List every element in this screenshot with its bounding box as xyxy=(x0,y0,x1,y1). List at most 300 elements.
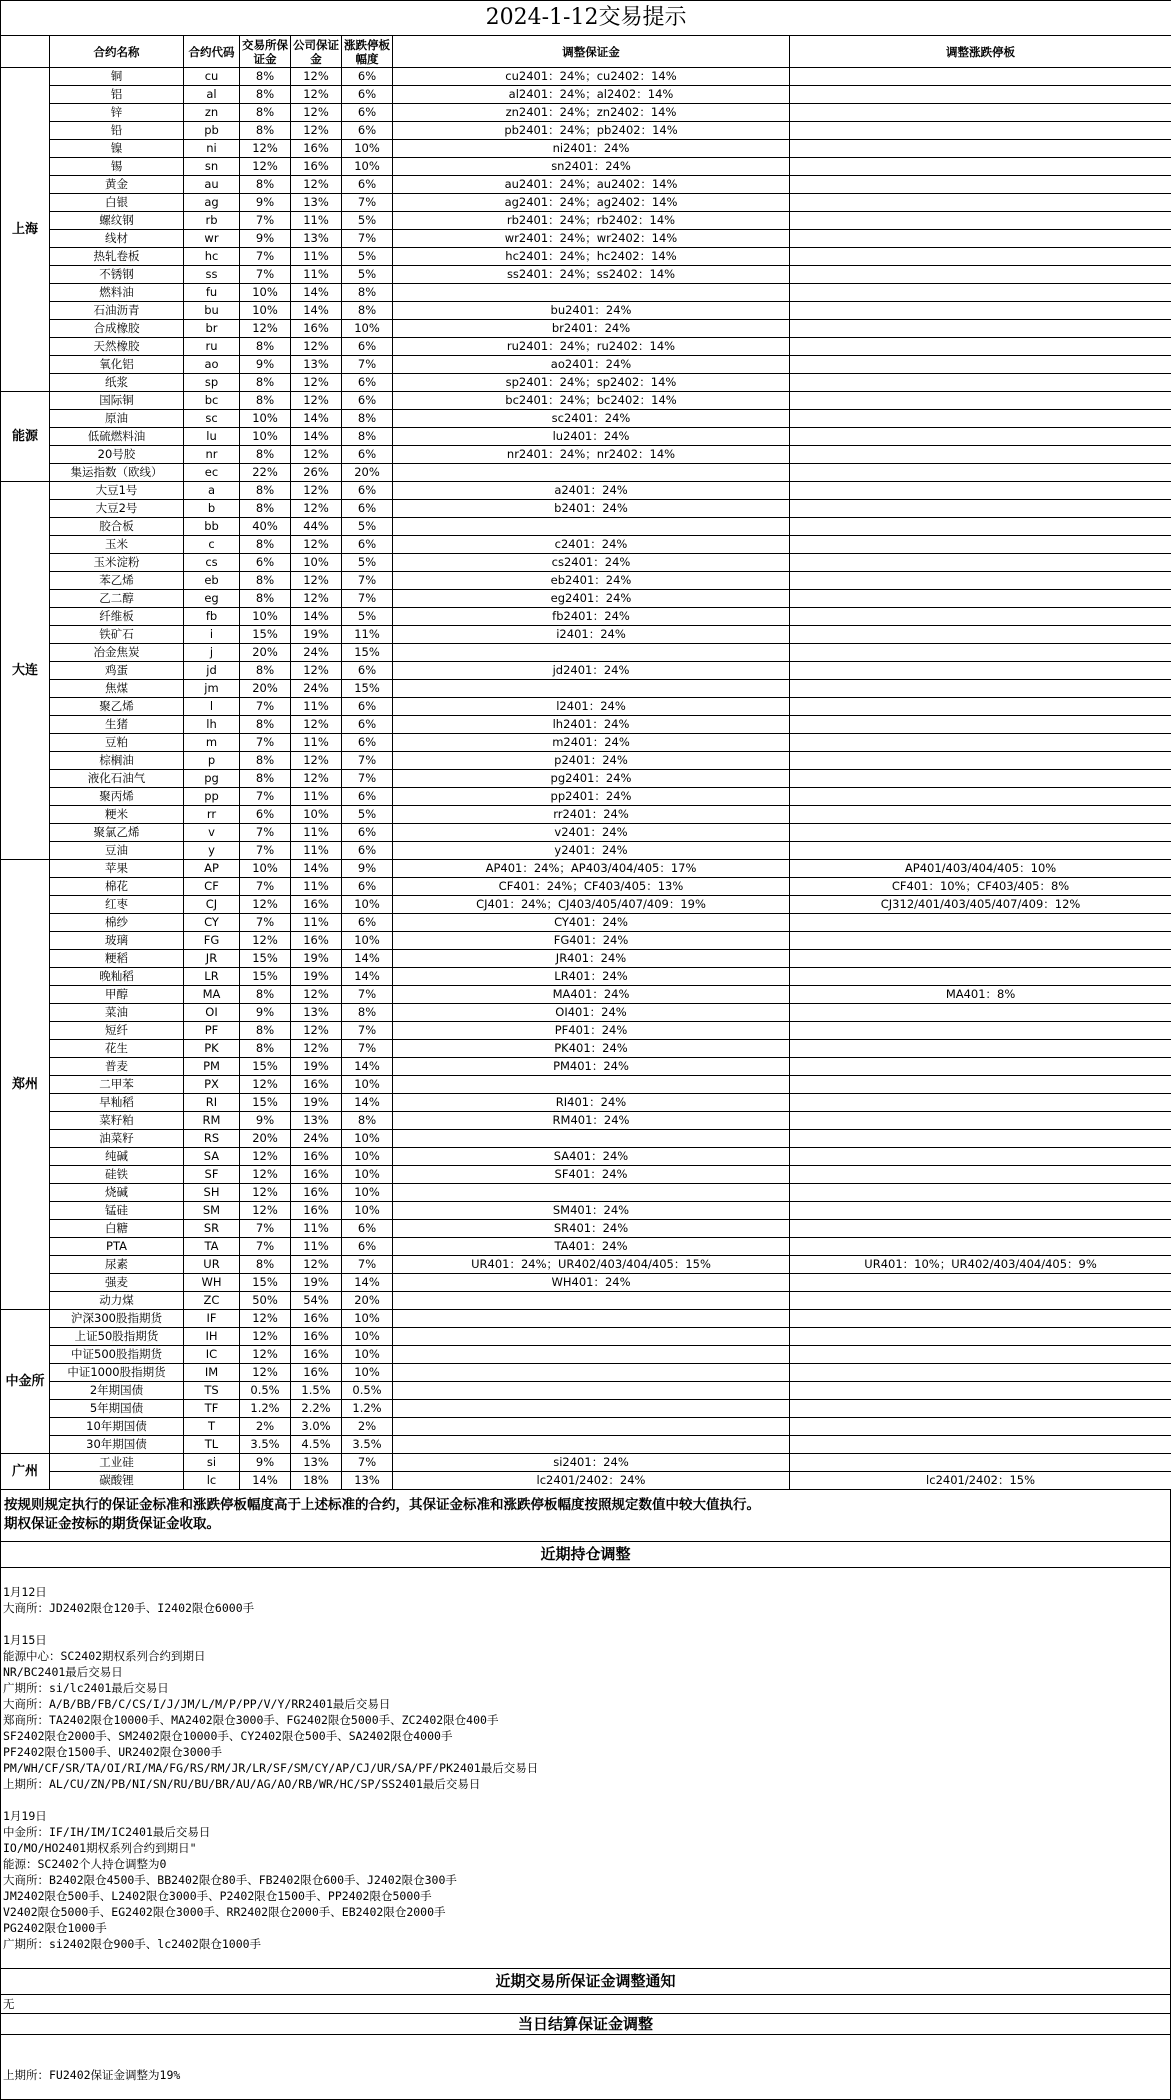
company-margin-cell: 12% xyxy=(291,770,342,788)
text-line xyxy=(3,2083,1168,2099)
adjusted-margin-cell: pb2401：24%；pb2402：14% xyxy=(393,122,790,140)
contract-code-cell: j xyxy=(184,644,240,662)
adjusted-limit-cell xyxy=(790,1166,1171,1184)
contract-code-cell: TL xyxy=(184,1436,240,1454)
exchange-margin-cell: 12% xyxy=(240,1076,291,1094)
adjusted-margin-cell: SR401：24% xyxy=(393,1220,790,1238)
contract-code-cell: TA xyxy=(184,1238,240,1256)
adjusted-margin-cell: i2401：24% xyxy=(393,626,790,644)
table-row xyxy=(1,626,1171,644)
contract-name-cell: 铅 xyxy=(50,122,184,140)
contract-name-cell: 聚氯乙烯 xyxy=(50,824,184,842)
adjusted-margin-cell xyxy=(393,284,790,302)
company-margin-cell: 16% xyxy=(291,320,342,338)
text-line: NR/BC2401最后交易日 xyxy=(3,1664,1168,1680)
adjusted-limit-cell xyxy=(790,104,1171,122)
contract-name-cell: 铁矿石 xyxy=(50,626,184,644)
company-margin-cell: 12% xyxy=(291,1040,342,1058)
price-limit-cell: 6% xyxy=(342,788,393,806)
exchange-margin-cell: 9% xyxy=(240,1454,291,1472)
company-margin-cell: 19% xyxy=(291,950,342,968)
contract-code-cell: bu xyxy=(184,302,240,320)
adjusted-margin-cell: eb2401：24% xyxy=(393,572,790,590)
adjusted-margin-cell xyxy=(393,1364,790,1382)
adjusted-margin-cell: CJ401：24%；CJ403/405/407/409：19% xyxy=(393,896,790,914)
adjusted-margin-cell: hc2401：24%；hc2402：14% xyxy=(393,248,790,266)
contract-name-cell: 5年期国债 xyxy=(50,1400,184,1418)
table-row xyxy=(1,536,1171,554)
table-row xyxy=(1,1346,1171,1364)
company-margin-cell: 12% xyxy=(291,68,342,86)
price-limit-cell: 20% xyxy=(342,464,393,482)
exchange-margin-cell: 8% xyxy=(240,752,291,770)
price-limit-cell: 8% xyxy=(342,302,393,320)
company-margin-cell: 11% xyxy=(291,212,342,230)
price-limit-cell: 5% xyxy=(342,554,393,572)
contract-code-cell: IF xyxy=(184,1310,240,1328)
contract-code-cell: v xyxy=(184,824,240,842)
exchange-margin-cell: 6% xyxy=(240,806,291,824)
table-row xyxy=(1,1238,1171,1256)
contract-name-cell: 黄金 xyxy=(50,176,184,194)
text-line xyxy=(3,1792,1168,1808)
table-row xyxy=(1,986,1171,1004)
contract-name-cell: 原油 xyxy=(50,410,184,428)
contract-code-cell: lu xyxy=(184,428,240,446)
price-limit-cell: 1.2% xyxy=(342,1400,393,1418)
adjusted-limit-cell xyxy=(790,842,1171,860)
contract-name-cell: 大豆1号 xyxy=(50,482,184,500)
adjusted-margin-cell: TA401：24% xyxy=(393,1238,790,1256)
exchange-margin-cell: 8% xyxy=(240,590,291,608)
exchange-margin-cell: 12% xyxy=(240,158,291,176)
contract-code-cell: CY xyxy=(184,914,240,932)
exchange-margin-cell: 9% xyxy=(240,1004,291,1022)
exchange-margin-cell: 0.5% xyxy=(240,1382,291,1400)
contract-code-cell: b xyxy=(184,500,240,518)
contract-code-cell: rb xyxy=(184,212,240,230)
adjusted-margin-cell: zn2401：24%；zn2402：14% xyxy=(393,104,790,122)
adjusted-limit-cell xyxy=(790,1040,1171,1058)
adjusted-limit-cell xyxy=(790,680,1171,698)
price-limit-cell: 10% xyxy=(342,140,393,158)
table-row xyxy=(1,806,1171,824)
company-margin-cell: 12% xyxy=(291,392,342,410)
table-row xyxy=(1,1166,1171,1184)
price-limit-cell: 15% xyxy=(342,680,393,698)
contract-name-cell: 螺纹钢 xyxy=(50,212,184,230)
adjusted-margin-cell: eg2401：24% xyxy=(393,590,790,608)
contract-code-cell: lh xyxy=(184,716,240,734)
price-limit-cell: 13% xyxy=(342,1472,393,1490)
company-margin-cell: 10% xyxy=(291,554,342,572)
table-row xyxy=(1,158,1171,176)
contract-code-cell: CF xyxy=(184,878,240,896)
adjusted-margin-cell xyxy=(393,1292,790,1310)
table-row xyxy=(1,1130,1171,1148)
contract-name-cell: 玻璃 xyxy=(50,932,184,950)
adjusted-margin-cell: c2401：24% xyxy=(393,536,790,554)
exchange-margin-cell: 7% xyxy=(240,824,291,842)
contract-name-cell: 锰硅 xyxy=(50,1202,184,1220)
contract-name-cell: 动力煤 xyxy=(50,1292,184,1310)
adjusted-limit-cell xyxy=(790,1346,1171,1364)
company-margin-cell: 12% xyxy=(291,662,342,680)
price-limit-cell: 6% xyxy=(342,536,393,554)
text-line: 能源：SC2402个人持仓调整为0 xyxy=(3,1856,1168,1872)
company-margin-cell: 12% xyxy=(291,716,342,734)
contract-name-cell: 铜 xyxy=(50,68,184,86)
contract-code-cell: TF xyxy=(184,1400,240,1418)
header-adjusted-limit: 调整涨跌停板 xyxy=(790,36,1171,68)
adjusted-limit-cell xyxy=(790,1130,1171,1148)
position-section-title: 近期持仓调整 xyxy=(0,1542,1171,1568)
adjusted-limit-cell xyxy=(790,1238,1171,1256)
table-row xyxy=(1,824,1171,842)
contract-code-cell: PK xyxy=(184,1040,240,1058)
company-margin-cell: 13% xyxy=(291,230,342,248)
adjusted-limit-cell xyxy=(790,248,1171,266)
header-exchange-margin: 交易所保证金 xyxy=(240,36,291,68)
price-limit-cell: 10% xyxy=(342,932,393,950)
exchange-margin-cell: 9% xyxy=(240,356,291,374)
contract-code-cell: MA xyxy=(184,986,240,1004)
company-margin-cell: 11% xyxy=(291,824,342,842)
adjusted-limit-cell xyxy=(790,1382,1171,1400)
adjusted-limit-cell xyxy=(790,392,1171,410)
exchange-margin-cell: 9% xyxy=(240,194,291,212)
company-margin-cell: 10% xyxy=(291,806,342,824)
price-limit-cell: 10% xyxy=(342,1202,393,1220)
header-adjusted-margin: 调整保证金 xyxy=(393,36,790,68)
text-line: SF2402限仓2000手、SM2402限仓10000手、CY2402限仓500手、SA2402限仓4000手 xyxy=(3,1728,1168,1744)
adjusted-limit-cell xyxy=(790,1364,1171,1382)
company-margin-cell: 14% xyxy=(291,284,342,302)
adjusted-limit-cell xyxy=(790,1094,1171,1112)
contract-code-cell: RS xyxy=(184,1130,240,1148)
price-limit-cell: 6% xyxy=(342,176,393,194)
exchange-margin-cell: 10% xyxy=(240,608,291,626)
adjusted-margin-cell: br2401：24% xyxy=(393,320,790,338)
price-limit-cell: 5% xyxy=(342,518,393,536)
text-line: JM2402限仓500手、L2402限仓3000手、P2402限仓1500手、PP2402限仓5000手 xyxy=(3,1888,1168,1904)
exchange-margin-cell: 7% xyxy=(240,1220,291,1238)
adjusted-margin-cell: y2401：24% xyxy=(393,842,790,860)
exchange-margin-cell: 20% xyxy=(240,1130,291,1148)
adjusted-margin-cell: ru2401：24%；ru2402：14% xyxy=(393,338,790,356)
price-limit-cell: 6% xyxy=(342,392,393,410)
exchange-margin-cell: 8% xyxy=(240,86,291,104)
contract-name-cell: 普麦 xyxy=(50,1058,184,1076)
adjusted-margin-cell: OI401：24% xyxy=(393,1004,790,1022)
contract-name-cell: 生猪 xyxy=(50,716,184,734)
price-limit-cell: 7% xyxy=(342,572,393,590)
company-margin-cell: 19% xyxy=(291,626,342,644)
text-line: 大商所：JD2402限仓120手、I2402限仓6000手 xyxy=(3,1600,1168,1616)
contract-name-cell: 白银 xyxy=(50,194,184,212)
company-margin-cell: 12% xyxy=(291,986,342,1004)
exchange-margin-cell: 8% xyxy=(240,104,291,122)
contract-code-cell: pg xyxy=(184,770,240,788)
adjusted-limit-cell xyxy=(790,356,1171,374)
price-limit-cell: 2% xyxy=(342,1418,393,1436)
contract-code-cell: ao xyxy=(184,356,240,374)
adjusted-margin-cell: nr2401：24%；nr2402：14% xyxy=(393,446,790,464)
company-margin-cell: 2.2% xyxy=(291,1400,342,1418)
contract-code-cell: al xyxy=(184,86,240,104)
table-row xyxy=(1,1058,1171,1076)
company-margin-cell: 16% xyxy=(291,1328,342,1346)
adjusted-limit-cell xyxy=(790,1454,1171,1472)
price-limit-cell: 7% xyxy=(342,1022,393,1040)
company-margin-cell: 11% xyxy=(291,734,342,752)
company-margin-cell: 3.0% xyxy=(291,1418,342,1436)
contract-name-cell: 菜油 xyxy=(50,1004,184,1022)
adjusted-limit-cell xyxy=(790,1292,1171,1310)
exchange-margin-cell: 9% xyxy=(240,1112,291,1130)
company-margin-cell: 11% xyxy=(291,1238,342,1256)
contract-code-cell: p xyxy=(184,752,240,770)
contract-name-cell: 燃料油 xyxy=(50,284,184,302)
contract-name-cell: 20号胶 xyxy=(50,446,184,464)
exchange-margin-cell: 10% xyxy=(240,284,291,302)
adjusted-margin-cell: al2401：24%；al2402：14% xyxy=(393,86,790,104)
exchange-margin-cell: 7% xyxy=(240,1238,291,1256)
adjusted-limit-cell xyxy=(790,266,1171,284)
contract-code-cell: PM xyxy=(184,1058,240,1076)
table-row xyxy=(1,680,1171,698)
price-limit-cell: 7% xyxy=(342,1454,393,1472)
price-limit-cell: 10% xyxy=(342,1130,393,1148)
price-limit-cell: 10% xyxy=(342,1148,393,1166)
table-row xyxy=(1,1292,1171,1310)
price-limit-cell: 5% xyxy=(342,266,393,284)
text-line: PM/WH/CF/SR/TA/OI/RI/MA/FG/RS/RM/JR/LR/SF/SM/CY/AP/CJ/UR/SA/PF/PK2401最后交易日 xyxy=(3,1760,1168,1776)
exchange-margin-cell: 8% xyxy=(240,716,291,734)
adjusted-margin-cell: cu2401：24%；cu2402：14% xyxy=(393,68,790,86)
adjusted-margin-cell xyxy=(393,464,790,482)
company-margin-cell: 12% xyxy=(291,1022,342,1040)
adjusted-margin-cell: CY401：24% xyxy=(393,914,790,932)
table-row xyxy=(1,896,1171,914)
exchange-margin-cell: 10% xyxy=(240,302,291,320)
company-margin-cell: 16% xyxy=(291,1364,342,1382)
contract-name-cell: 锡 xyxy=(50,158,184,176)
adjusted-limit-cell xyxy=(790,1112,1171,1130)
contract-name-cell: 工业硅 xyxy=(50,1454,184,1472)
contract-code-cell: sc xyxy=(184,410,240,428)
contract-name-cell: 苯乙烯 xyxy=(50,572,184,590)
exchange-margin-section-title: 近期交易所保证金调整通知 xyxy=(0,1969,1171,1995)
text-line: V2402限仓5000手、EG2402限仓3000手、RR2402限仓2000手、EB2402限仓2000手 xyxy=(3,1904,1168,1920)
price-limit-cell: 7% xyxy=(342,194,393,212)
adjusted-margin-cell: RI401：24% xyxy=(393,1094,790,1112)
table-row xyxy=(1,878,1171,896)
contract-code-cell: CJ xyxy=(184,896,240,914)
adjusted-limit-cell xyxy=(790,788,1171,806)
adjusted-margin-cell: sp2401：24%；sp2402：14% xyxy=(393,374,790,392)
adjusted-margin-cell: SM401：24% xyxy=(393,1202,790,1220)
adjusted-margin-cell xyxy=(393,1328,790,1346)
contract-code-cell: si xyxy=(184,1454,240,1472)
region-label: 中金所 xyxy=(1,1310,50,1454)
adjusted-limit-cell xyxy=(790,464,1171,482)
table-row xyxy=(1,176,1171,194)
contract-name-cell: 纸浆 xyxy=(50,374,184,392)
contract-name-cell: 苹果 xyxy=(50,860,184,878)
price-limit-cell: 10% xyxy=(342,158,393,176)
company-margin-cell: 16% xyxy=(291,140,342,158)
company-margin-cell: 24% xyxy=(291,1130,342,1148)
contract-name-cell: 线材 xyxy=(50,230,184,248)
text-line: 中金所：IF/IH/IM/IC2401最后交易日 xyxy=(3,1824,1168,1840)
table-row xyxy=(1,1400,1171,1418)
adjusted-limit-cell xyxy=(790,302,1171,320)
table-row xyxy=(1,212,1171,230)
price-limit-cell: 6% xyxy=(342,662,393,680)
header-price-limit: 涨跌停板幅度 xyxy=(342,36,393,68)
table-row xyxy=(1,662,1171,680)
table-row xyxy=(1,770,1171,788)
text-line: 郑商所：TA2402限仓10000手、MA2402限仓3000手、FG2402限仓5000手、ZC2402限仓400手 xyxy=(3,1712,1168,1728)
exchange-margin-cell: 15% xyxy=(240,1094,291,1112)
table-row xyxy=(1,446,1171,464)
contract-code-cell: i xyxy=(184,626,240,644)
text-line: PG2402限仓1000手 xyxy=(3,1920,1168,1936)
contract-code-cell: fb xyxy=(184,608,240,626)
contract-name-cell: 大豆2号 xyxy=(50,500,184,518)
adjusted-margin-cell: bu2401：24% xyxy=(393,302,790,320)
price-limit-cell: 6% xyxy=(342,374,393,392)
company-margin-cell: 16% xyxy=(291,1202,342,1220)
adjusted-limit-cell xyxy=(790,158,1171,176)
adjusted-margin-cell: UR401：24%；UR402/403/404/405：15% xyxy=(393,1256,790,1274)
table-row xyxy=(1,644,1171,662)
region-label: 大连 xyxy=(1,482,50,860)
exchange-margin-cell: 8% xyxy=(240,1022,291,1040)
text-line xyxy=(3,1616,1168,1632)
table-row xyxy=(1,1310,1171,1328)
region-label: 能源 xyxy=(1,392,50,482)
exchange-margin-cell: 12% xyxy=(240,932,291,950)
contract-name-cell: 硅铁 xyxy=(50,1166,184,1184)
exchange-margin-cell: 7% xyxy=(240,914,291,932)
company-margin-cell: 12% xyxy=(291,122,342,140)
price-limit-cell: 10% xyxy=(342,1364,393,1382)
contract-code-cell: IH xyxy=(184,1328,240,1346)
adjusted-limit-cell xyxy=(790,1310,1171,1328)
contract-code-cell: lc xyxy=(184,1472,240,1490)
exchange-margin-cell: 8% xyxy=(240,572,291,590)
exchange-margin-cell: 2% xyxy=(240,1418,291,1436)
adjusted-limit-cell xyxy=(790,1022,1171,1040)
table-row xyxy=(1,1112,1171,1130)
price-limit-cell: 10% xyxy=(342,1328,393,1346)
contract-code-cell: jd xyxy=(184,662,240,680)
header-contract-name: 合约名称 xyxy=(50,36,184,68)
adjusted-limit-cell: lc2401/2402：15% xyxy=(790,1472,1171,1490)
table-row xyxy=(1,1004,1171,1022)
exchange-margin-cell: 12% xyxy=(240,1328,291,1346)
table-row xyxy=(1,1184,1171,1202)
price-limit-cell: 6% xyxy=(342,1238,393,1256)
adjusted-margin-cell xyxy=(393,1184,790,1202)
exchange-margin-cell: 12% xyxy=(240,1202,291,1220)
contract-code-cell: a xyxy=(184,482,240,500)
contract-code-cell: RM xyxy=(184,1112,240,1130)
adjusted-margin-cell: lu2401：24% xyxy=(393,428,790,446)
adjusted-limit-cell xyxy=(790,752,1171,770)
adjusted-margin-cell xyxy=(393,1418,790,1436)
adjusted-limit-cell xyxy=(790,1148,1171,1166)
exchange-margin-cell: 7% xyxy=(240,698,291,716)
contract-name-cell: 早籼稻 xyxy=(50,1094,184,1112)
contract-name-cell: 铝 xyxy=(50,86,184,104)
adjusted-limit-cell xyxy=(790,230,1171,248)
text-line xyxy=(3,1568,1168,1584)
table-row xyxy=(1,500,1171,518)
exchange-margin-cell: 7% xyxy=(240,248,291,266)
table-row xyxy=(1,1094,1171,1112)
exchange-margin-cell: 22% xyxy=(240,464,291,482)
table-row xyxy=(1,140,1171,158)
price-limit-cell: 7% xyxy=(342,986,393,1004)
price-limit-cell: 7% xyxy=(342,752,393,770)
contract-name-cell: 油菜籽 xyxy=(50,1130,184,1148)
contract-code-cell: IM xyxy=(184,1364,240,1382)
company-margin-cell: 11% xyxy=(291,1220,342,1238)
adjusted-limit-cell xyxy=(790,536,1171,554)
contract-name-cell: 短纤 xyxy=(50,1022,184,1040)
exchange-margin-cell: 8% xyxy=(240,176,291,194)
adjusted-limit-cell xyxy=(790,1076,1171,1094)
company-margin-cell: 12% xyxy=(291,572,342,590)
adjusted-limit-cell xyxy=(790,320,1171,338)
contract-code-cell: JR xyxy=(184,950,240,968)
exchange-margin-cell: 8% xyxy=(240,122,291,140)
contract-name-cell: 聚乙烯 xyxy=(50,698,184,716)
price-limit-cell: 10% xyxy=(342,896,393,914)
exchange-margin-cell: 7% xyxy=(240,212,291,230)
price-limit-cell: 6% xyxy=(342,878,393,896)
table-row xyxy=(1,572,1171,590)
price-limit-cell: 10% xyxy=(342,1076,393,1094)
header-company-margin: 公司保证金 xyxy=(291,36,342,68)
contract-code-cell: SH xyxy=(184,1184,240,1202)
table-row xyxy=(1,104,1171,122)
company-margin-cell: 11% xyxy=(291,788,342,806)
exchange-margin-cell: 12% xyxy=(240,1184,291,1202)
contract-name-cell: 棕榈油 xyxy=(50,752,184,770)
table-row xyxy=(1,1256,1171,1274)
contract-code-cell: pp xyxy=(184,788,240,806)
contract-code-cell: m xyxy=(184,734,240,752)
contract-code-cell: LR xyxy=(184,968,240,986)
table-row xyxy=(1,482,1171,500)
company-margin-cell: 12% xyxy=(291,374,342,392)
table-row xyxy=(1,932,1171,950)
table-row xyxy=(1,464,1171,482)
company-margin-cell: 14% xyxy=(291,428,342,446)
adjusted-limit-cell xyxy=(790,824,1171,842)
contract-name-cell: 豆粕 xyxy=(50,734,184,752)
contract-code-cell: FG xyxy=(184,932,240,950)
contract-name-cell: 天然橡胶 xyxy=(50,338,184,356)
contract-code-cell: c xyxy=(184,536,240,554)
table-row xyxy=(1,86,1171,104)
table-row xyxy=(1,1022,1171,1040)
table-row xyxy=(1,1202,1171,1220)
